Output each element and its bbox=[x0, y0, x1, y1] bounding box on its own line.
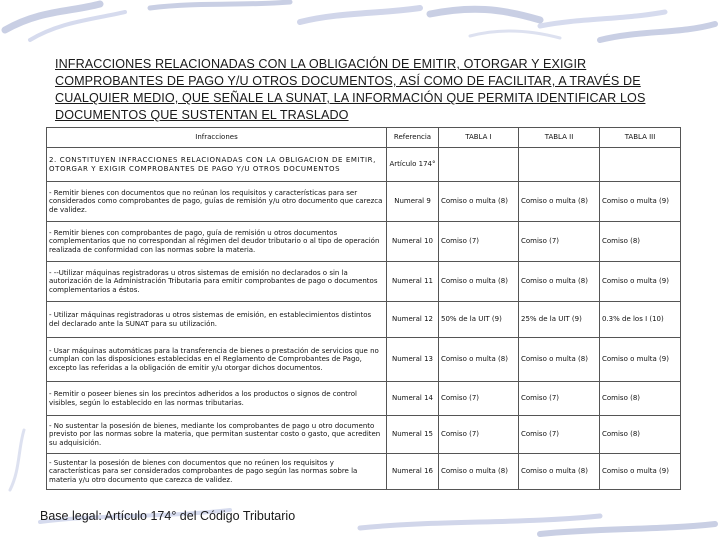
tabla-iii-value: Comiso o multa (9) bbox=[600, 182, 681, 222]
infraction-reference: Numeral 14 bbox=[387, 382, 439, 416]
tabla-ii-value: Comiso o multa (8) bbox=[519, 182, 600, 222]
infraction-reference: Numeral 10 bbox=[387, 222, 439, 262]
infractions-table bbox=[46, 127, 681, 490]
header-referencia: Referencia bbox=[387, 128, 439, 148]
header-tabla-i: TABLA I bbox=[439, 128, 519, 148]
tabla-i-value: Comiso o multa (8) bbox=[439, 454, 519, 490]
table-row bbox=[47, 454, 681, 490]
infraction-text: - Utilizar máquinas registradoras u otros sistemas de emisión, en establecimientos distintos del declarado ante la SUNAT para su utilización. bbox=[47, 302, 387, 338]
tabla-iii-value: 0.3% de los I (10) bbox=[600, 302, 681, 338]
table-row bbox=[47, 182, 681, 222]
legal-basis-footer: Base legal: Artículo 174° del Código Tributario bbox=[40, 509, 296, 523]
table-row bbox=[47, 338, 681, 382]
infraction-text: - Remitir o poseer bienes sin los precintos adheridos a los productos o signos de control visibles, según lo establecido en las normas tributarias. bbox=[47, 382, 387, 416]
tabla-iii-value: Comiso (8) bbox=[600, 416, 681, 454]
page-title: INFRACCIONES RELACIONADAS CON LA OBLIGACIÓN DE EMITIR, OTORGAR Y EXIGIR COMPROBANTES DE PAGO Y/U OTROS DOCUMENTOS, ASÍ COMO DE FACILITAR, A TRAVÉS DE CUALQUIER MEDIO, QUE SEÑALE LA SUNAT, LA INFORMACIÓN QUE PERMITA IDENTIFICAR LOS DOCUMENTOS QUE SUSTENTAN EL TRASLADO bbox=[55, 57, 646, 122]
tabla-ii-value: Comiso (7) bbox=[519, 382, 600, 416]
tabla-ii-value: Comiso (7) bbox=[519, 222, 600, 262]
section-label: 2. CONSTITUYEN INFRACCIONES RELACIONADAS CON LA OBLIGACION DE EMITIR, OTORGAR Y EXIGIR COMPROBANTES DE PAGO Y/U OTROS DOCUMENTOS bbox=[47, 148, 387, 182]
tabla-i-value: Comiso (7) bbox=[439, 222, 519, 262]
tabla-i-value: Comiso o multa (8) bbox=[439, 262, 519, 302]
infraction-reference: Numeral 16 bbox=[387, 454, 439, 490]
infraction-text: - No sustentar la posesión de bienes, mediante los comprobantes de pago u otro documento previsto por las normas sobre la materia, que permitan sustentar costo o gasto, que acrediten su adquisición. bbox=[47, 416, 387, 454]
tabla-ii-value: Comiso o multa (8) bbox=[519, 338, 600, 382]
table-row bbox=[47, 222, 681, 262]
header-tabla-ii: TABLA II bbox=[519, 128, 600, 148]
infraction-text: - Sustentar la posesión de bienes con documentos que no reúnen los requisitos y características para ser considerados comprobantes de pago según las normas sobre la materia y/u otro documento que carezca de validez. bbox=[47, 454, 387, 490]
tabla-iii-value: Comiso o multa (9) bbox=[600, 338, 681, 382]
section-empty-cell bbox=[439, 148, 519, 182]
table-row bbox=[47, 416, 681, 454]
section-empty-cell bbox=[519, 148, 600, 182]
infraction-reference: Numeral 13 bbox=[387, 338, 439, 382]
infraction-reference: Numeral 12 bbox=[387, 302, 439, 338]
infraction-text: - Remitir bienes con documentos que no reúnan los requisitos y características para ser considerados como comprobantes de pago, guías de remisión y/u otro documento que carezca de validez. bbox=[47, 182, 387, 222]
tabla-iii-value: Comiso o multa (9) bbox=[600, 262, 681, 302]
infraction-reference: Numeral 11 bbox=[387, 262, 439, 302]
tabla-iii-value: Comiso (8) bbox=[600, 382, 681, 416]
infraction-reference: Numeral 9 bbox=[387, 182, 439, 222]
table-row bbox=[47, 302, 681, 338]
header-tabla-iii: TABLA III bbox=[600, 128, 681, 148]
table-row bbox=[47, 262, 681, 302]
tabla-iii-value: Comiso o multa (9) bbox=[600, 454, 681, 490]
tabla-i-value: Comiso o multa (8) bbox=[439, 338, 519, 382]
section-reference: Artículo 174° bbox=[387, 148, 439, 182]
infraction-text: - --Utilizar máquinas registradoras u otros sistemas de emisión no declarados o sin la autorización de la Administración Tributaria para emitir comprobantes de pago o documentos complementarios a éstos. bbox=[47, 262, 387, 302]
table-header-row bbox=[47, 128, 681, 148]
tabla-i-value: Comiso o multa (8) bbox=[439, 182, 519, 222]
tabla-i-value: Comiso (7) bbox=[439, 382, 519, 416]
header-infracciones: Infracciones bbox=[47, 128, 387, 148]
tabla-ii-value: 25% de la UIT (9) bbox=[519, 302, 600, 338]
tabla-ii-value: Comiso o multa (8) bbox=[519, 262, 600, 302]
tabla-i-value: 50% de la UIT (9) bbox=[439, 302, 519, 338]
tabla-ii-value: Comiso (7) bbox=[519, 416, 600, 454]
tabla-i-value: Comiso (7) bbox=[439, 416, 519, 454]
section-row bbox=[47, 148, 681, 182]
tabla-ii-value: Comiso o multa (8) bbox=[519, 454, 600, 490]
tabla-iii-value: Comiso (8) bbox=[600, 222, 681, 262]
infraction-text: - Usar máquinas automáticas para la transferencia de bienes o prestación de servicios que no cumplan con las disposiciones establecidas en el Reglamento de Comprobantes de Pago, excepto las referidas a la obligación de emitir y/u otorgar dichos documentos. bbox=[47, 338, 387, 382]
infraction-reference: Numeral 15 bbox=[387, 416, 439, 454]
section-empty-cell bbox=[600, 148, 681, 182]
table-row bbox=[47, 382, 681, 416]
infraction-text: - Remitir bienes con comprobantes de pago, guía de remisión u otros documentos complementarios que no correspondan al régimen del deudor tributario o al tipo de operación realizada de conformidad con las normas sobre la materia. bbox=[47, 222, 387, 262]
